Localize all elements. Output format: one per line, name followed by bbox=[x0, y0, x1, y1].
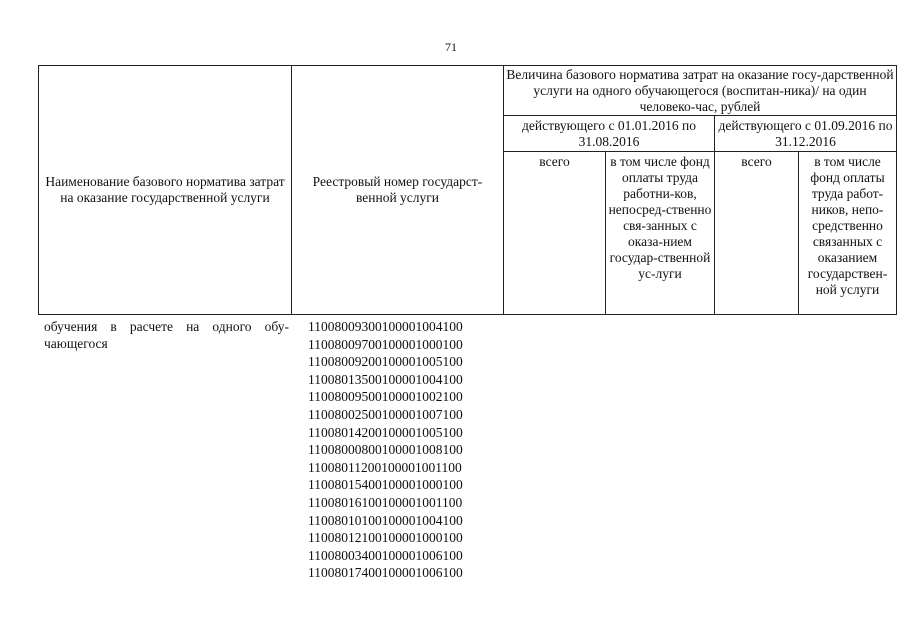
header-p2-total: всего bbox=[715, 152, 799, 315]
header-p2-including-payroll: в том числе фонд оплаты труда работ-ников, непо-средственно связанных с оказанием государствен-ной услуги bbox=[799, 152, 897, 315]
registry-number: 11008013500100001004100 bbox=[308, 371, 463, 387]
registry-number: 11008011200100001001100 bbox=[308, 459, 462, 475]
page-number: 71 bbox=[445, 40, 457, 54]
header-name-column: Наименование базового норматива затрат на оказание государственной услуги bbox=[39, 66, 292, 315]
header-p1-total: всего bbox=[504, 152, 606, 315]
registry-number: 11008003400100001006100 bbox=[308, 547, 463, 563]
registry-number: 11008016100100001001100 bbox=[308, 494, 463, 510]
registry-number-list bbox=[308, 318, 508, 582]
registry-number: 11008009200100001005100 bbox=[308, 354, 463, 370]
header-registry-column: Реестровый номер государст-венной услуги bbox=[292, 66, 504, 315]
header-value-group: Величина базового норматива затрат на оказание госу-дарственной услуги на одного обучающегося (воспитан-ника)/ на один человеко-час, рублей bbox=[504, 66, 897, 116]
registry-number: 11008000800100001008100 bbox=[308, 442, 463, 458]
registry-number: 11008009700100001000100 bbox=[308, 336, 463, 352]
registry-number: 11008012100100001000100 bbox=[308, 530, 463, 546]
registry-number: 11008009500100001002100 bbox=[308, 389, 463, 405]
registry-number: 11008017400100001006100 bbox=[308, 565, 463, 581]
header-p1-including-payroll: в том числе фонд оплаты труда работни-ков, непосред-ственно свя-занных с оказа-нием государ-ственной ус-луги bbox=[606, 152, 715, 315]
cost-norm-table-header bbox=[38, 65, 897, 315]
registry-number: 11008014200100001005100 bbox=[308, 424, 463, 440]
registry-number: 11008009300100001004100 bbox=[308, 319, 463, 334]
registry-number: 11008015400100001000100 bbox=[308, 477, 463, 493]
registry-number: 11008002500100001007100 bbox=[308, 406, 463, 422]
header-period-2: действующего с 01.09.2016 по 31.12.2016 bbox=[715, 116, 897, 152]
header-period-1: действующего с 01.01.2016 по 31.08.2016 bbox=[504, 116, 715, 152]
registry-number: 11008010100100001004100 bbox=[308, 512, 463, 528]
row-service-name: обучения в расчете на одного обу-чающегося bbox=[44, 319, 289, 351]
